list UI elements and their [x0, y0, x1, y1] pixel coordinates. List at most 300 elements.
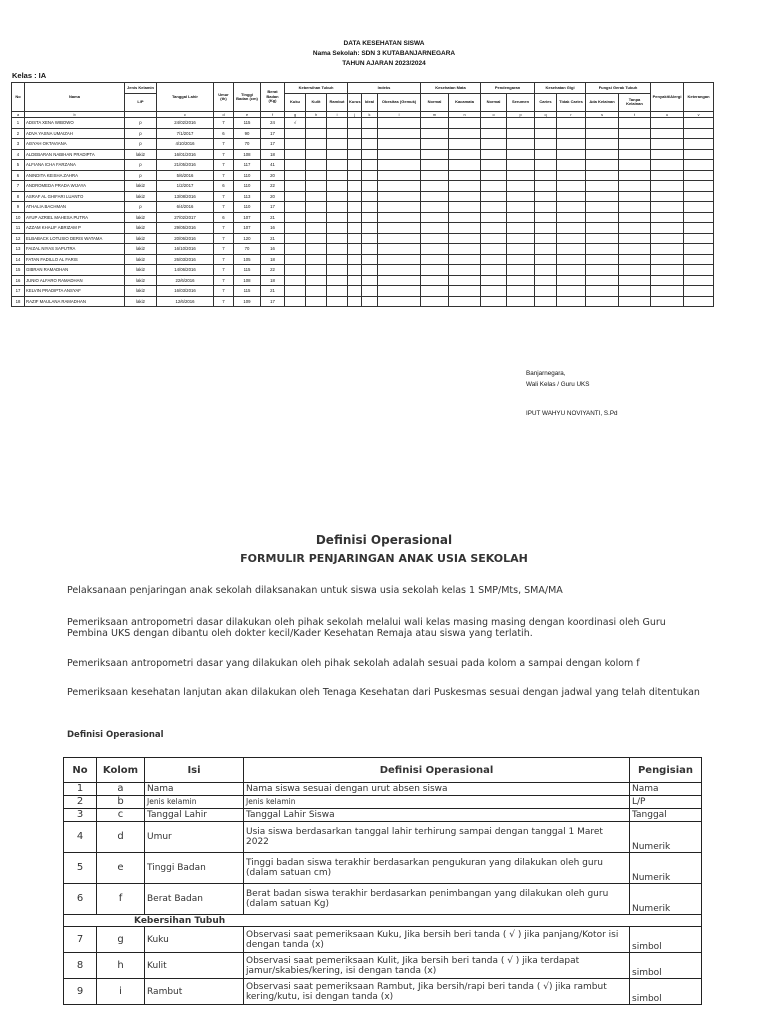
col-kuku: Kuku	[285, 93, 306, 111]
cell-empty	[481, 275, 507, 286]
cell-empty	[684, 139, 714, 150]
def-cell-pengisian: Numerik	[630, 853, 702, 884]
cell-kuku	[285, 149, 306, 160]
def-cell-kolom: f	[97, 884, 145, 915]
def-cell-no: 7	[64, 927, 97, 953]
cell-empty	[378, 139, 421, 150]
def-cell-def: Berat badan siswa terakhir berdasarkan penimbangan yang dilakukan oleh guru (dalam satuan Kg)	[244, 884, 630, 915]
cell-kuku	[285, 296, 306, 307]
cell-empty	[481, 233, 507, 244]
student-row	[12, 170, 714, 181]
cell-nama: ADVA YASNA UMAIZAH	[25, 128, 125, 139]
cell-empty	[684, 265, 714, 276]
cell-kuku	[285, 254, 306, 265]
cell-empty	[535, 212, 557, 223]
cell-empty	[557, 244, 586, 255]
cell-empty	[348, 244, 362, 255]
cell-empty	[619, 139, 651, 150]
cell-empty	[306, 286, 327, 297]
column-letter: b	[25, 112, 125, 118]
signature-place: Banjarnegara,	[526, 370, 566, 377]
column-letter: s	[586, 112, 619, 118]
cell-empty	[557, 275, 586, 286]
cell-empty	[619, 254, 651, 265]
cell-empty	[327, 265, 348, 276]
cell-berat: 17	[261, 139, 285, 150]
signature-role: Wali Kelas / Guru UKS	[526, 381, 590, 388]
cell-empty	[421, 191, 449, 202]
cell-empty	[449, 181, 481, 192]
cell-empty	[306, 254, 327, 265]
cell-empty	[507, 181, 535, 192]
cell-tgl: 13/08/2016	[157, 191, 214, 202]
cell-empty	[557, 296, 586, 307]
cell-empty	[481, 223, 507, 234]
cell-empty	[421, 139, 449, 150]
col-kebersihan: Kebersihan Tubuh	[285, 83, 348, 94]
col-normal-dengar: Normal	[481, 93, 507, 111]
def-group-row	[64, 915, 702, 927]
definisi-section-title: Definisi Operasional	[67, 730, 164, 740]
col-no: No	[12, 83, 25, 112]
cell-nama: AZZAM KHALIF ABRIZAM P	[25, 223, 125, 234]
def-cell-isi: Kuku	[145, 927, 244, 953]
cell-empty	[449, 139, 481, 150]
col-tidak-caries: Tidak Caries	[557, 93, 586, 111]
column-letter: o	[481, 112, 507, 118]
col-dengar: Pendengaran	[481, 83, 535, 94]
cell-empty	[378, 149, 421, 160]
cell-empty	[327, 244, 348, 255]
cell-tgl: 7/1/2017	[157, 128, 214, 139]
cell-empty	[481, 160, 507, 171]
cell-empty	[449, 191, 481, 202]
cell-empty	[586, 160, 619, 171]
cell-jk: laki2	[125, 244, 157, 255]
cell-empty	[362, 170, 378, 181]
cell-empty	[507, 254, 535, 265]
cell-umur: 7	[214, 170, 234, 181]
cell-empty	[619, 233, 651, 244]
cell-umur: 7	[214, 286, 234, 297]
cell-empty	[684, 128, 714, 139]
col-ket: Keterangan	[684, 83, 714, 112]
cell-umur: 7	[214, 254, 234, 265]
cell-empty	[327, 139, 348, 150]
cell-umur: 7	[214, 265, 234, 276]
col-kurus: Kurus	[348, 93, 362, 111]
cell-empty	[362, 286, 378, 297]
student-row	[12, 160, 714, 171]
cell-no: 5	[12, 160, 25, 171]
cell-jk: laki2	[125, 181, 157, 192]
col-caries: Caries	[535, 93, 557, 111]
cell-umur: 6	[214, 128, 234, 139]
cell-empty	[348, 296, 362, 307]
cell-empty	[362, 223, 378, 234]
cell-empty	[378, 212, 421, 223]
cell-berat: 24	[261, 118, 285, 129]
cell-jk: laki2	[125, 275, 157, 286]
cell-umur: 7	[214, 139, 234, 150]
cell-tgl: 1/2/2017	[157, 181, 214, 192]
col-jk: Jenis Kelamin	[125, 83, 157, 94]
cell-empty	[378, 254, 421, 265]
column-letter: q	[535, 112, 557, 118]
def-cell-def: Nama siswa sesuai dengan urut absen siswa	[244, 783, 630, 796]
cell-jk: laki2	[125, 212, 157, 223]
def-col-isi: Isi	[145, 758, 244, 783]
cell-berat: 17	[261, 296, 285, 307]
cell-empty	[557, 265, 586, 276]
cell-empty	[421, 202, 449, 213]
cell-empty	[378, 233, 421, 244]
def-row	[64, 953, 702, 979]
def-col-kolom: Kolom	[97, 758, 145, 783]
col-rambut: Rambut	[327, 93, 348, 111]
cell-empty	[619, 191, 651, 202]
cell-jk: laki2	[125, 191, 157, 202]
cell-empty	[684, 223, 714, 234]
cell-no: 14	[12, 254, 25, 265]
cell-empty	[651, 139, 684, 150]
cell-empty	[619, 212, 651, 223]
cell-empty	[586, 265, 619, 276]
cell-tinggi: 110	[234, 170, 261, 181]
cell-nama: ELBABACK LOTUSIO DERIS WATAMA	[25, 233, 125, 244]
cell-empty	[327, 233, 348, 244]
cell-umur: 6	[214, 181, 234, 192]
def-cell-no: 6	[64, 884, 97, 915]
cell-empty	[507, 233, 535, 244]
cell-umur: 6	[214, 212, 234, 223]
paragraph-3: Pemeriksaan antropometri dasar yang dilakukan oleh pihak sekolah adalah sesuai pada kolom a sampai dengan kolom f	[67, 658, 640, 669]
cell-empty	[327, 181, 348, 192]
cell-empty	[535, 223, 557, 234]
def-group-label: Kebersihan Tubuh	[64, 915, 702, 927]
cell-empty	[327, 286, 348, 297]
cell-empty	[619, 128, 651, 139]
cell-berat: 16	[261, 244, 285, 255]
def-cell-isi: Kulit	[145, 953, 244, 979]
cell-empty	[651, 191, 684, 202]
def-col-definisi: Definisi Operasional	[244, 758, 630, 783]
cell-empty	[449, 296, 481, 307]
cell-empty	[348, 191, 362, 202]
cell-empty	[327, 223, 348, 234]
cell-empty	[348, 254, 362, 265]
cell-empty	[535, 139, 557, 150]
cell-kuku	[285, 244, 306, 255]
cell-empty	[684, 202, 714, 213]
cell-empty	[651, 202, 684, 213]
cell-tinggi: 108	[234, 149, 261, 160]
def-cell-no: 3	[64, 809, 97, 822]
student-row	[12, 296, 714, 307]
student-row	[12, 254, 714, 265]
def-cell-kolom: b	[97, 796, 145, 809]
column-letter: u	[651, 112, 684, 118]
def-cell-def: Observasi saat pemeriksaan Kulit, Jika bersih beri tanda ( √ ) jika terdapat jamur/skabies/kering, isi dengan tanda (x)	[244, 953, 630, 979]
column-letter: r	[557, 112, 586, 118]
cell-tinggi: 113	[234, 191, 261, 202]
cell-empty	[378, 265, 421, 276]
col-mata: Kesehatan Mata	[421, 83, 481, 94]
cell-empty	[684, 212, 714, 223]
cell-empty	[362, 128, 378, 139]
column-letter: i	[327, 112, 348, 118]
cell-empty	[421, 128, 449, 139]
cell-empty	[421, 244, 449, 255]
cell-empty	[449, 170, 481, 181]
cell-tinggi: 120	[234, 233, 261, 244]
cell-empty	[586, 212, 619, 223]
cell-tinggi: 90	[234, 128, 261, 139]
cell-kuku	[285, 275, 306, 286]
cell-no: 4	[12, 149, 25, 160]
cell-empty	[586, 139, 619, 150]
cell-empty	[362, 296, 378, 307]
cell-empty	[557, 128, 586, 139]
cell-berat: 20	[261, 170, 285, 181]
cell-empty	[481, 265, 507, 276]
cell-empty	[557, 202, 586, 213]
cell-empty	[449, 254, 481, 265]
student-row	[12, 275, 714, 286]
def-cell-no: 2	[64, 796, 97, 809]
student-row	[12, 212, 714, 223]
cell-empty	[535, 181, 557, 192]
def-cell-def: Tanggal Lahir Siswa	[244, 809, 630, 822]
definisi-table	[63, 757, 702, 1005]
cell-nama: AYUP AZRIEL MAHESA PUTRA	[25, 212, 125, 223]
def-cell-kolom: d	[97, 822, 145, 853]
cell-empty	[651, 212, 684, 223]
cell-empty	[535, 149, 557, 160]
cell-nama: KELVIN PRADIPTA ANSYAF	[25, 286, 125, 297]
def-cell-no: 1	[64, 783, 97, 796]
cell-empty	[586, 118, 619, 129]
cell-nama: FATAN FADILLO AL FARIS	[25, 254, 125, 265]
cell-empty	[651, 296, 684, 307]
cell-berat: 22	[261, 265, 285, 276]
cell-empty	[378, 160, 421, 171]
cell-empty	[586, 275, 619, 286]
cell-empty	[507, 191, 535, 202]
cell-jk: p	[125, 160, 157, 171]
student-row	[12, 181, 714, 192]
cell-empty	[557, 181, 586, 192]
cell-berat: 17	[261, 202, 285, 213]
cell-empty	[684, 181, 714, 192]
cell-kuku	[285, 265, 306, 276]
def-cell-pengisian: Numerik	[630, 884, 702, 915]
cell-empty	[378, 275, 421, 286]
cell-umur: 7	[214, 275, 234, 286]
cell-empty	[327, 170, 348, 181]
cell-empty	[535, 254, 557, 265]
cell-no: 16	[12, 275, 25, 286]
cell-jk: p	[125, 128, 157, 139]
column-letter: p	[507, 112, 535, 118]
column-letter: d	[214, 112, 234, 118]
cell-empty	[557, 191, 586, 202]
health-data-table	[11, 82, 714, 307]
cell-tgl: 16/10/2016	[157, 244, 214, 255]
cell-empty	[481, 149, 507, 160]
def-cell-kolom: g	[97, 927, 145, 953]
cell-empty	[421, 254, 449, 265]
cell-jk: laki2	[125, 149, 157, 160]
cell-empty	[362, 181, 378, 192]
cell-empty	[306, 233, 327, 244]
cell-empty	[362, 275, 378, 286]
def-row	[64, 809, 702, 822]
col-penyakit: Penyakit/Alergi	[651, 83, 684, 112]
cell-empty	[449, 212, 481, 223]
cell-empty	[362, 212, 378, 223]
cell-empty	[684, 191, 714, 202]
cell-empty	[362, 191, 378, 202]
column-letter: v	[684, 112, 714, 118]
cell-empty	[557, 223, 586, 234]
def-cell-isi: Rambut	[145, 979, 244, 1005]
cell-empty	[327, 212, 348, 223]
cell-empty	[557, 149, 586, 160]
cell-empty	[651, 223, 684, 234]
cell-empty	[507, 212, 535, 223]
cell-empty	[348, 275, 362, 286]
cell-empty	[507, 139, 535, 150]
cell-berat: 22	[261, 181, 285, 192]
cell-empty	[651, 233, 684, 244]
def-row	[64, 822, 702, 853]
definisi-subtitle: FORMULIR PENJARINGAN ANAK USIA SEKOLAH	[240, 552, 528, 565]
cell-empty	[586, 170, 619, 181]
column-letter: a	[12, 112, 25, 118]
column-letter: l	[378, 112, 421, 118]
cell-empty	[421, 223, 449, 234]
cell-berat: 18	[261, 254, 285, 265]
cell-empty	[421, 170, 449, 181]
col-tgl: Tanggal Lahir	[157, 83, 214, 112]
cell-empty	[557, 170, 586, 181]
cell-kuku	[285, 202, 306, 213]
cell-empty	[421, 181, 449, 192]
cell-empty	[619, 244, 651, 255]
col-ada-kelainan: Ada Kelainan	[586, 93, 619, 111]
cell-tgl: 14/06/2016	[157, 265, 214, 276]
cell-jk: p	[125, 118, 157, 129]
cell-no: 8	[12, 191, 25, 202]
cell-tinggi: 110	[234, 202, 261, 213]
cell-tinggi: 117	[234, 160, 261, 171]
cell-empty	[481, 286, 507, 297]
cell-berat: 18	[261, 149, 285, 160]
def-cell-pengisian: Tanggal	[630, 809, 702, 822]
cell-empty	[651, 275, 684, 286]
cell-empty	[535, 296, 557, 307]
cell-empty	[651, 149, 684, 160]
cell-empty	[481, 254, 507, 265]
cell-no: 3	[12, 139, 25, 150]
cell-empty	[651, 128, 684, 139]
cell-empty	[306, 275, 327, 286]
cell-jk: laki2	[125, 254, 157, 265]
cell-empty	[535, 202, 557, 213]
cell-no: 11	[12, 223, 25, 234]
cell-nama: RAZIF MAULANA RAMADHAN	[25, 296, 125, 307]
paragraph-4: Pemeriksaan kesehatan lanjutan akan dilakukan oleh Tenaga Kesehatan dari Puskesmas sesuai dengan jadwal yang telah ditentukan	[67, 687, 700, 698]
cell-empty	[619, 296, 651, 307]
cell-empty	[362, 233, 378, 244]
cell-tgl: 24/02/2016	[157, 118, 214, 129]
cell-empty	[362, 149, 378, 160]
col-gerak: Fungsi Gerak Tubuh	[586, 83, 651, 94]
cell-empty	[362, 160, 378, 171]
cell-umur: 7	[214, 191, 234, 202]
cell-nama: ANDROMEDA PRADA WIJAYA	[25, 181, 125, 192]
cell-empty	[481, 118, 507, 129]
cell-empty	[449, 202, 481, 213]
cell-no: 10	[12, 212, 25, 223]
cell-tgl: 20/06/2016	[157, 233, 214, 244]
cell-empty	[348, 128, 362, 139]
cell-empty	[327, 296, 348, 307]
cell-no: 18	[12, 296, 25, 307]
student-row	[12, 128, 714, 139]
cell-empty	[378, 118, 421, 129]
column-letter: c	[157, 112, 214, 118]
column-letter: f	[261, 112, 285, 118]
cell-kuku	[285, 170, 306, 181]
cell-empty	[449, 223, 481, 234]
col-kulit: Kulit	[306, 93, 327, 111]
cell-empty	[327, 275, 348, 286]
cell-empty	[619, 160, 651, 171]
student-row	[12, 191, 714, 202]
cell-tinggi: 115	[234, 118, 261, 129]
cell-empty	[421, 275, 449, 286]
cell-empty	[651, 254, 684, 265]
cell-empty	[619, 170, 651, 181]
cell-empty	[586, 202, 619, 213]
cell-empty	[507, 286, 535, 297]
def-cell-kolom: h	[97, 953, 145, 979]
cell-empty	[481, 212, 507, 223]
student-row	[12, 244, 714, 255]
cell-berat: 16	[261, 223, 285, 234]
cell-jk: laki2	[125, 286, 157, 297]
cell-empty	[421, 149, 449, 160]
cell-empty	[507, 275, 535, 286]
cell-empty	[306, 265, 327, 276]
cell-umur: 7	[214, 233, 234, 244]
cell-tinggi: 108	[234, 275, 261, 286]
col-umur: Umur (th)	[214, 83, 234, 112]
cell-empty	[306, 244, 327, 255]
def-cell-no: 8	[64, 953, 97, 979]
cell-empty	[306, 223, 327, 234]
cell-kuku	[285, 181, 306, 192]
cell-empty	[535, 233, 557, 244]
cell-empty	[651, 265, 684, 276]
cell-tgl: 26/03/2016	[157, 254, 214, 265]
cell-empty	[684, 286, 714, 297]
col-tanpa-kelainan: Tanpa Kelainan	[619, 93, 651, 111]
cell-empty	[378, 244, 421, 255]
cell-empty	[327, 191, 348, 202]
